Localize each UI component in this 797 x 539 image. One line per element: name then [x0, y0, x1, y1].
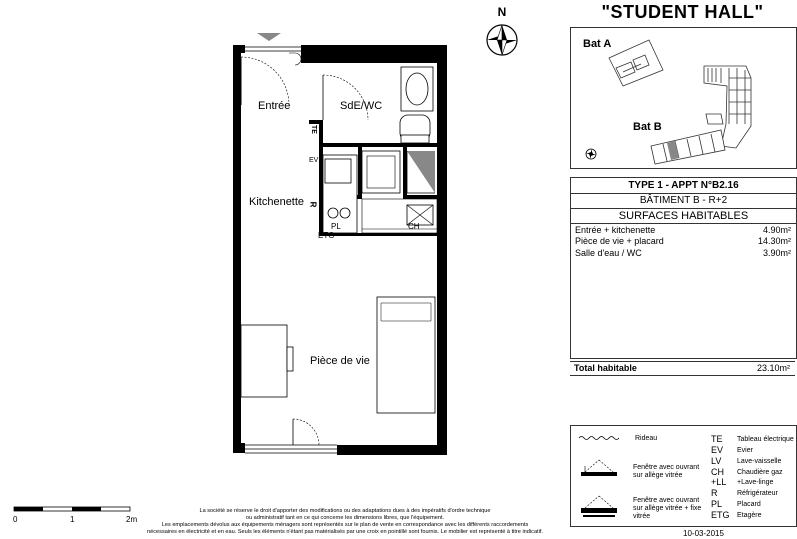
building-line: BÂTIMENT B - R+2: [639, 195, 728, 206]
code-desc: +Lave-linge: [737, 479, 774, 486]
row-value: 14.30m²: [757, 236, 791, 246]
label-etg: ETG: [318, 231, 335, 240]
label-kitchenette: Kitchenette: [249, 196, 305, 208]
disclaimer-line: ou administratif tant en ce qui concerne les dimensions libres, que l'équipement.: [245, 515, 445, 521]
scale-label-1: 1: [70, 515, 75, 524]
label-sde: SdE/WC: [340, 100, 383, 112]
scale-label-2: 2m: [126, 515, 138, 524]
site-plan: [570, 27, 797, 169]
code: R: [711, 488, 718, 498]
legend-rideau: Rideau: [635, 435, 658, 442]
label-pl: PL: [331, 222, 341, 231]
total-value: 23.10m²: [756, 363, 790, 373]
site-label-b: Bat B: [633, 121, 662, 133]
disclaimer-line: Les emplacements dévolus aux équipements ménagers sont représentés sur le plan de vente en correspondance avec les différents raccordements: [161, 522, 529, 528]
code: EV: [711, 445, 724, 455]
apartment-info: [570, 177, 797, 359]
scale-bar: [12, 506, 142, 514]
legend: [570, 425, 797, 527]
site-label-a: Bat A: [583, 38, 612, 50]
code: ETG: [711, 510, 730, 520]
code: LV: [711, 456, 722, 466]
disclaimer-line: nécessaires en électricité et en eau. Seuls les éléments n'étant pas matérialisés par une croix en pointillé sont fournis. Le mobilier est représenté à titre indicatif.: [147, 529, 543, 535]
code-desc: Chaudière gaz: [737, 469, 783, 476]
code: CH: [711, 467, 724, 477]
compass-icon: [480, 2, 524, 60]
row-value: 4.90m²: [762, 225, 791, 235]
label-entree: Entrée: [258, 100, 291, 112]
code-desc: Etagère: [737, 512, 762, 519]
label-piece: Pièce de vie: [310, 355, 370, 367]
code-desc: Lave-vaisselle: [737, 458, 782, 465]
code: +LL: [711, 477, 727, 487]
code: TE: [711, 434, 723, 444]
row-value: 3.90m²: [762, 248, 791, 258]
code-desc: Placard: [737, 501, 761, 508]
compass-letter: N: [497, 5, 507, 19]
code-desc: Réfrigérateur: [737, 490, 778, 497]
code: PL: [711, 499, 723, 509]
date-stamp: 10-03-2015: [683, 529, 724, 538]
code-desc: Tableau électrique: [737, 436, 794, 443]
site-plan-drawing: [571, 28, 796, 168]
page-title: "STUDENT HALL": [601, 2, 764, 22]
floor-plan: [225, 25, 455, 470]
row-label: Entrée + kitchenette: [575, 225, 656, 235]
row-label: Salle d'eau / WC: [575, 248, 642, 258]
total-row: [570, 361, 795, 376]
surfaces-title: SURFACES HABITABLES: [618, 210, 749, 222]
disclaimer-line: La société se réserve le droit d'apporter des modifications ou des adaptations dues à des impératifs d'ordre technique: [199, 508, 491, 514]
label-r: R: [308, 201, 318, 208]
legend-fenetre2: Fenêtre avec ouvrant sur allège vitrée + fixe vitrée: [633, 497, 702, 520]
code-desc: Evier: [737, 447, 753, 454]
total-label: Total habitable: [574, 363, 637, 373]
disclaimer: [125, 508, 565, 536]
label-ev: EV: [309, 157, 319, 164]
row-label: Pièce de vie + placard: [575, 236, 664, 246]
scale-label-0: 0: [13, 515, 18, 524]
type-line: TYPE 1 - APPT N°B2.16: [628, 180, 739, 191]
label-ch: CH: [408, 222, 420, 231]
label-te: TE: [309, 125, 317, 134]
legend-fenetre1: Fenêtre avec ouvrant sur allège vitrée: [633, 464, 700, 479]
